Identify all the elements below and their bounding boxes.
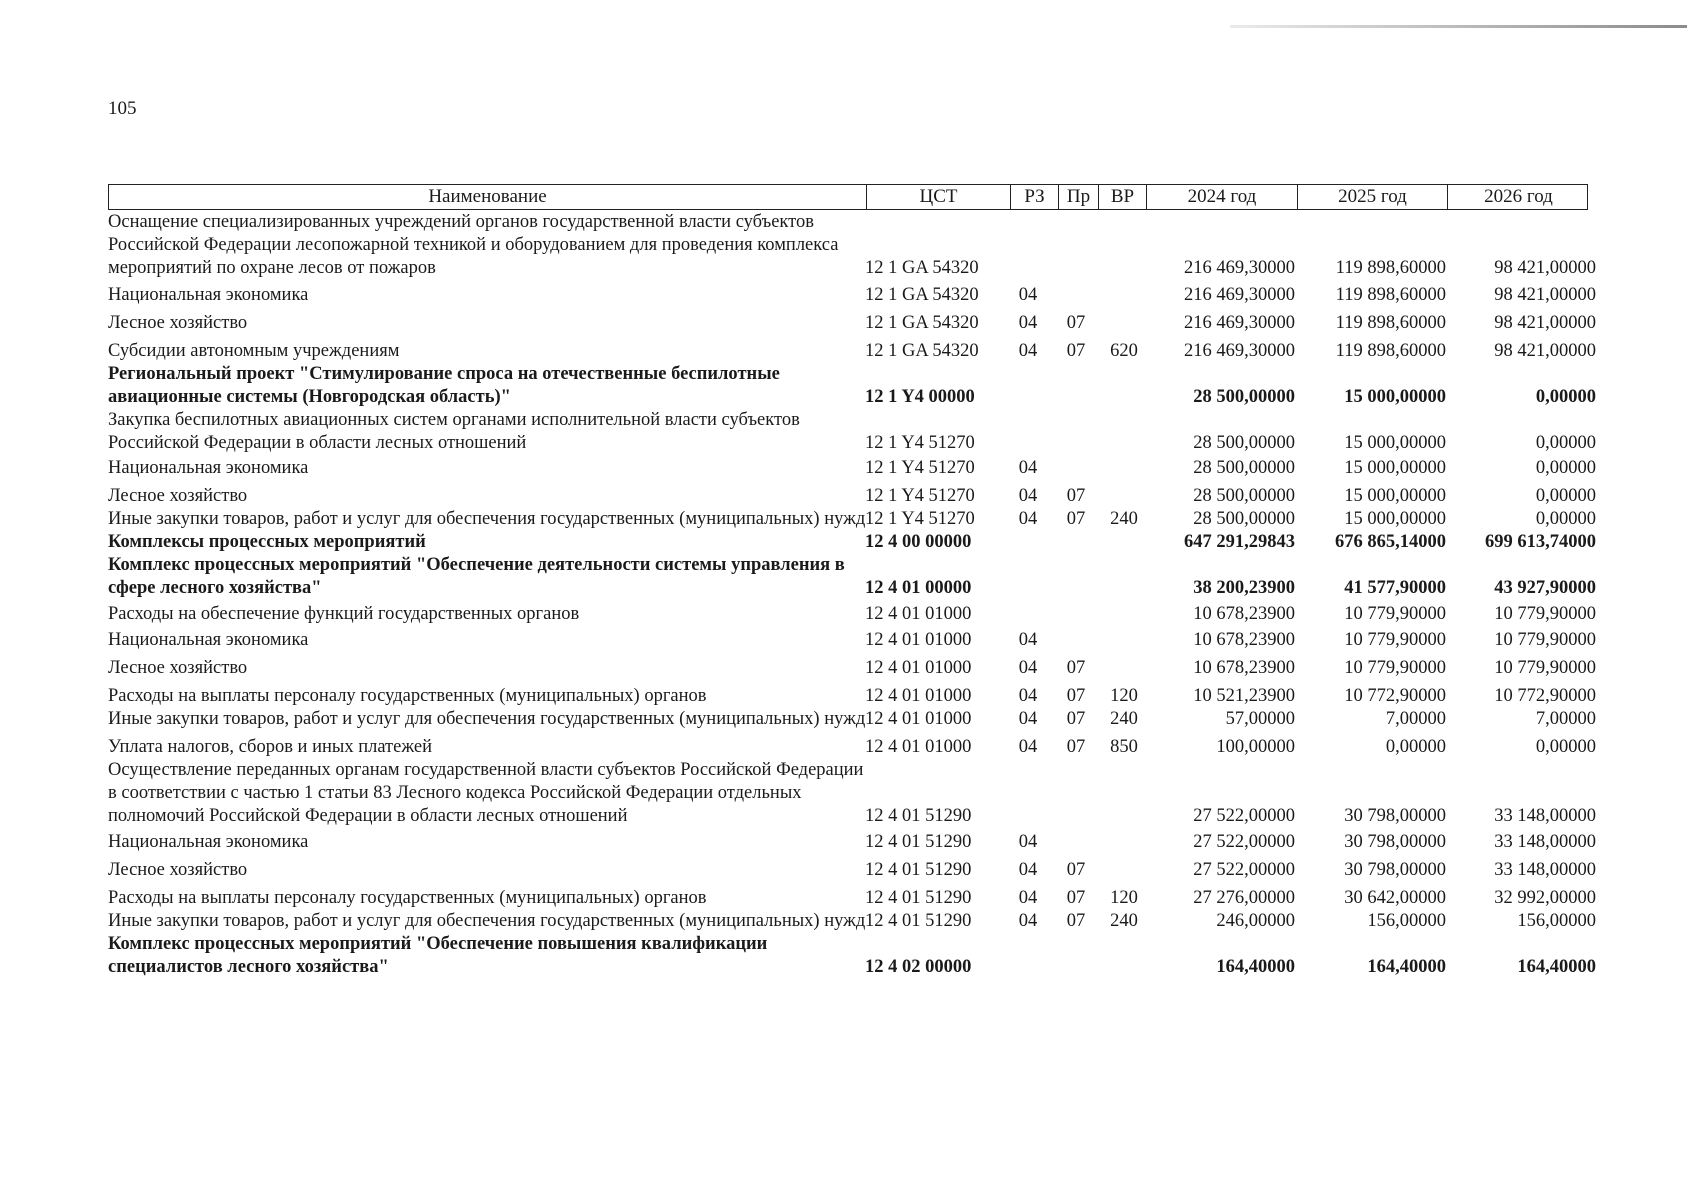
- table-row: [108, 409, 1596, 455]
- row-name: Осуществление переданных органам государственной власти субъектов Российской Федерации в соответствии с частью 1 статьи 83 Лесного кодекса Российской Федерации отдельных полномочий Российской Федерации в области лесных отношений: [108, 760, 864, 826]
- row-vr: 850: [1110, 737, 1138, 757]
- table-row: [108, 859, 1596, 882]
- row-2026: 98 421,00000: [1494, 258, 1596, 278]
- header-rz: РЗ: [1010, 185, 1058, 209]
- row-name: Иные закупки товаров, работ и услуг для обеспечения государственных (муниципальных) нужд: [108, 911, 866, 931]
- row-pr: 07: [1066, 341, 1086, 361]
- row-cst: 12 4 01 51290: [865, 806, 972, 826]
- row-vr: 620: [1110, 341, 1138, 361]
- table-row: [108, 211, 1596, 280]
- table-row: [108, 340, 1596, 363]
- row-2025: 15 000,00000: [1344, 486, 1446, 506]
- table-row: [108, 685, 1596, 708]
- row-2025: 119 898,60000: [1335, 258, 1446, 278]
- row-2025: 164,40000: [1367, 957, 1446, 977]
- row-pr: 07: [1066, 509, 1086, 529]
- row-rz: 04: [1018, 458, 1038, 478]
- row-2026: 98 421,00000: [1494, 341, 1596, 361]
- row-name: Субсидии автономным учреждениям: [108, 341, 400, 361]
- row-rz: 04: [1018, 888, 1038, 908]
- row-name: Иные закупки товаров, работ и услуг для обеспечения государственных (муниципальных) нужд: [108, 509, 866, 529]
- table-row: [108, 284, 1596, 307]
- table-row: [108, 629, 1596, 652]
- row-2026: 0,00000: [1535, 737, 1596, 757]
- row-2024: 216 469,30000: [1184, 285, 1295, 305]
- row-pr: 07: [1066, 313, 1086, 333]
- row-name: Лесное хозяйство: [108, 658, 248, 678]
- row-rz: 04: [1018, 737, 1038, 757]
- row-2024: 647 291,29843: [1184, 532, 1295, 552]
- row-rz: 04: [1018, 341, 1038, 361]
- row-pr: 07: [1066, 658, 1086, 678]
- row-cst: 12 1 Y4 51270: [865, 486, 975, 506]
- table-row: [108, 554, 1596, 600]
- row-cst: 12 4 01 01000: [865, 737, 972, 757]
- row-2026: 699 613,74000: [1485, 532, 1596, 552]
- row-vr: 120: [1110, 888, 1138, 908]
- row-cst: 12 4 01 01000: [865, 630, 972, 650]
- row-2026: 0,00000: [1535, 486, 1596, 506]
- row-2026: 0,00000: [1535, 387, 1596, 407]
- page-number: 105: [108, 98, 137, 119]
- table-row: [108, 831, 1596, 854]
- row-cst: 12 4 00 00000: [865, 532, 972, 552]
- row-2024: 27 522,00000: [1193, 832, 1295, 852]
- row-2026: 10 779,90000: [1494, 604, 1596, 624]
- header-vr: ВР: [1098, 185, 1146, 209]
- table-header: [108, 184, 1588, 210]
- row-2025: 10 779,90000: [1344, 658, 1446, 678]
- row-pr: 07: [1066, 860, 1086, 880]
- row-name: Иные закупки товаров, работ и услуг для обеспечения государственных (муниципальных) нужд: [108, 709, 866, 729]
- row-2025: 0,00000: [1385, 737, 1446, 757]
- row-rz: 04: [1018, 285, 1038, 305]
- row-cst: 12 1 Y4 51270: [865, 433, 975, 453]
- row-2025: 30 798,00000: [1344, 860, 1446, 880]
- table-row: [108, 910, 1596, 933]
- row-2024: 28 500,00000: [1193, 387, 1295, 407]
- row-cst: 12 1 GA 54320: [865, 285, 979, 305]
- row-2026: 7,00000: [1535, 709, 1596, 729]
- row-rz: 04: [1018, 709, 1038, 729]
- row-2025: 15 000,00000: [1344, 387, 1446, 407]
- row-cst: 12 4 02 00000: [865, 957, 972, 977]
- row-cst: 12 1 Y4 51270: [865, 509, 975, 529]
- row-cst: 12 4 01 51290: [865, 832, 972, 852]
- table-row: [108, 603, 1596, 626]
- row-name: Закупка беспилотных авиационных систем органами исполнительной власти субъектов Российской Федерации в области лесных отношений: [108, 410, 800, 453]
- row-2025: 676 865,14000: [1335, 532, 1446, 552]
- row-rz: 04: [1018, 686, 1038, 706]
- row-2026: 33 148,00000: [1494, 806, 1596, 826]
- row-2025: 156,00000: [1367, 911, 1446, 931]
- row-cst: 12 4 01 00000: [865, 578, 972, 598]
- row-pr: 07: [1066, 486, 1086, 506]
- row-2024: 57,00000: [1225, 709, 1295, 729]
- table-row: [108, 485, 1596, 508]
- row-rz: 04: [1018, 630, 1038, 650]
- row-2024: 216 469,30000: [1184, 341, 1295, 361]
- row-2024: 38 200,23900: [1193, 578, 1295, 598]
- row-name: Расходы на обеспечение функций государственных органов: [108, 604, 580, 624]
- row-rz: 04: [1018, 658, 1038, 678]
- row-2024: 28 500,00000: [1193, 486, 1295, 506]
- table-row: [108, 657, 1596, 680]
- row-2025: 30 798,00000: [1344, 806, 1446, 826]
- row-pr: 07: [1066, 686, 1086, 706]
- row-2026: 98 421,00000: [1494, 285, 1596, 305]
- row-name: Комплекс процессных мероприятий "Обеспечение повышения квалификации специалистов лесного хозяйства": [108, 934, 768, 977]
- table-row: [108, 363, 1596, 409]
- table-row: [108, 736, 1596, 759]
- row-2026: 164,40000: [1517, 957, 1596, 977]
- row-2025: 30 798,00000: [1344, 832, 1446, 852]
- row-cst: 12 4 01 51290: [865, 860, 972, 880]
- row-name: Национальная экономика: [108, 285, 309, 305]
- row-2024: 164,40000: [1216, 957, 1295, 977]
- table-row: [108, 508, 1596, 531]
- header-2025: 2025 год: [1297, 185, 1447, 209]
- header-pr: Пр: [1058, 185, 1098, 209]
- row-2026: 33 148,00000: [1494, 860, 1596, 880]
- row-2025: 41 577,90000: [1344, 578, 1446, 598]
- row-name: Расходы на выплаты персоналу государственных (муниципальных) органов: [108, 686, 707, 706]
- row-cst: 12 1 GA 54320: [865, 341, 979, 361]
- row-cst: 12 1 GA 54320: [865, 313, 979, 333]
- row-rz: 04: [1018, 313, 1038, 333]
- row-2024: 10 678,23900: [1193, 604, 1295, 624]
- row-cst: 12 4 01 01000: [865, 658, 972, 678]
- row-2024: 27 276,00000: [1193, 888, 1295, 908]
- row-2025: 10 772,90000: [1344, 686, 1446, 706]
- row-name: Лесное хозяйство: [108, 486, 248, 506]
- row-2025: 15 000,00000: [1344, 433, 1446, 453]
- row-2024: 246,00000: [1216, 911, 1295, 931]
- row-2026: 10 772,90000: [1494, 686, 1596, 706]
- row-pr: 07: [1066, 888, 1086, 908]
- row-cst: 12 4 01 51290: [865, 888, 972, 908]
- row-2024: 10 521,23900: [1193, 686, 1295, 706]
- row-vr: 240: [1110, 509, 1138, 529]
- row-cst: 12 4 01 51290: [865, 911, 972, 931]
- row-2026: 0,00000: [1535, 509, 1596, 529]
- row-2024: 28 500,00000: [1193, 458, 1295, 478]
- header-2024: 2024 год: [1146, 185, 1297, 209]
- row-2025: 15 000,00000: [1344, 509, 1446, 529]
- row-2026: 98 421,00000: [1494, 313, 1596, 333]
- table-body: [108, 211, 1596, 979]
- row-name: Комплекс процессных мероприятий "Обеспечение деятельности системы управления в сфере лесного хозяйства": [108, 555, 845, 598]
- row-name: Расходы на выплаты персоналу государственных (муниципальных) органов: [108, 888, 707, 908]
- row-2024: 27 522,00000: [1193, 860, 1295, 880]
- table-row: [108, 457, 1596, 480]
- row-name: Комплексы процессных мероприятий: [108, 532, 426, 552]
- header-cst: ЦСТ: [866, 185, 1010, 209]
- row-cst: 12 1 GA 54320: [865, 258, 979, 278]
- row-name: Лесное хозяйство: [108, 860, 248, 880]
- row-2026: 33 148,00000: [1494, 832, 1596, 852]
- header-name: Наименование: [428, 186, 547, 207]
- row-2025: 119 898,60000: [1335, 341, 1446, 361]
- row-2024: 10 678,23900: [1193, 658, 1295, 678]
- table-row: [108, 933, 1596, 979]
- row-2025: 10 779,90000: [1344, 604, 1446, 624]
- row-2026: 0,00000: [1535, 458, 1596, 478]
- row-2025: 7,00000: [1385, 709, 1446, 729]
- row-2026: 10 779,90000: [1494, 630, 1596, 650]
- row-vr: 240: [1110, 709, 1138, 729]
- row-2026: 32 992,00000: [1494, 888, 1596, 908]
- row-2025: 119 898,60000: [1335, 285, 1446, 305]
- row-rz: 04: [1018, 832, 1038, 852]
- row-2026: 10 779,90000: [1494, 658, 1596, 678]
- table-row: [108, 312, 1596, 335]
- row-pr: 07: [1066, 911, 1086, 931]
- table-row: [108, 708, 1596, 731]
- row-2024: 100,00000: [1216, 737, 1295, 757]
- table-row: [108, 759, 1596, 828]
- scan-edge-line: [1230, 25, 1687, 28]
- row-2026: 0,00000: [1535, 433, 1596, 453]
- row-2025: 15 000,00000: [1344, 458, 1446, 478]
- row-cst: 12 1 Y4 00000: [865, 387, 975, 407]
- row-name: Уплата налогов, сборов и иных платежей: [108, 737, 433, 757]
- row-2024: 28 500,00000: [1193, 509, 1295, 529]
- row-cst: 12 1 Y4 51270: [865, 458, 975, 478]
- row-vr: 240: [1110, 911, 1138, 931]
- row-2026: 156,00000: [1517, 911, 1596, 931]
- row-name: Оснащение специализированных учреждений органов государственной власти субъектов Российской Федерации лесопожарной техникой и оборудованием для проведения комплекса мероприятий по охране лесов от пожаров: [108, 212, 839, 278]
- row-pr: 07: [1066, 709, 1086, 729]
- table-row: [108, 531, 1596, 554]
- row-2025: 30 642,00000: [1344, 888, 1446, 908]
- row-rz: 04: [1018, 911, 1038, 931]
- row-cst: 12 4 01 01000: [865, 604, 972, 624]
- row-rz: 04: [1018, 860, 1038, 880]
- row-2024: 216 469,30000: [1184, 313, 1295, 333]
- row-2024: 27 522,00000: [1193, 806, 1295, 826]
- row-name: Национальная экономика: [108, 630, 309, 650]
- table-row: [108, 887, 1596, 910]
- row-2024: 28 500,00000: [1193, 433, 1295, 453]
- header-2026: 2026 год: [1447, 185, 1589, 209]
- row-cst: 12 4 01 01000: [865, 686, 972, 706]
- row-pr: 07: [1066, 737, 1086, 757]
- row-vr: 120: [1110, 686, 1138, 706]
- row-rz: 04: [1018, 509, 1038, 529]
- row-name: Региональный проект "Стимулирование спроса на отечественные беспилотные авиационные системы (Новгородская область)": [108, 364, 780, 407]
- row-name: Национальная экономика: [108, 458, 309, 478]
- row-2024: 10 678,23900: [1193, 630, 1295, 650]
- row-2025: 10 779,90000: [1344, 630, 1446, 650]
- row-2026: 43 927,90000: [1494, 578, 1596, 598]
- row-name: Лесное хозяйство: [108, 313, 248, 333]
- row-name: Национальная экономика: [108, 832, 309, 852]
- row-2025: 119 898,60000: [1335, 313, 1446, 333]
- row-rz: 04: [1018, 486, 1038, 506]
- row-2024: 216 469,30000: [1184, 258, 1295, 278]
- row-cst: 12 4 01 01000: [865, 709, 972, 729]
